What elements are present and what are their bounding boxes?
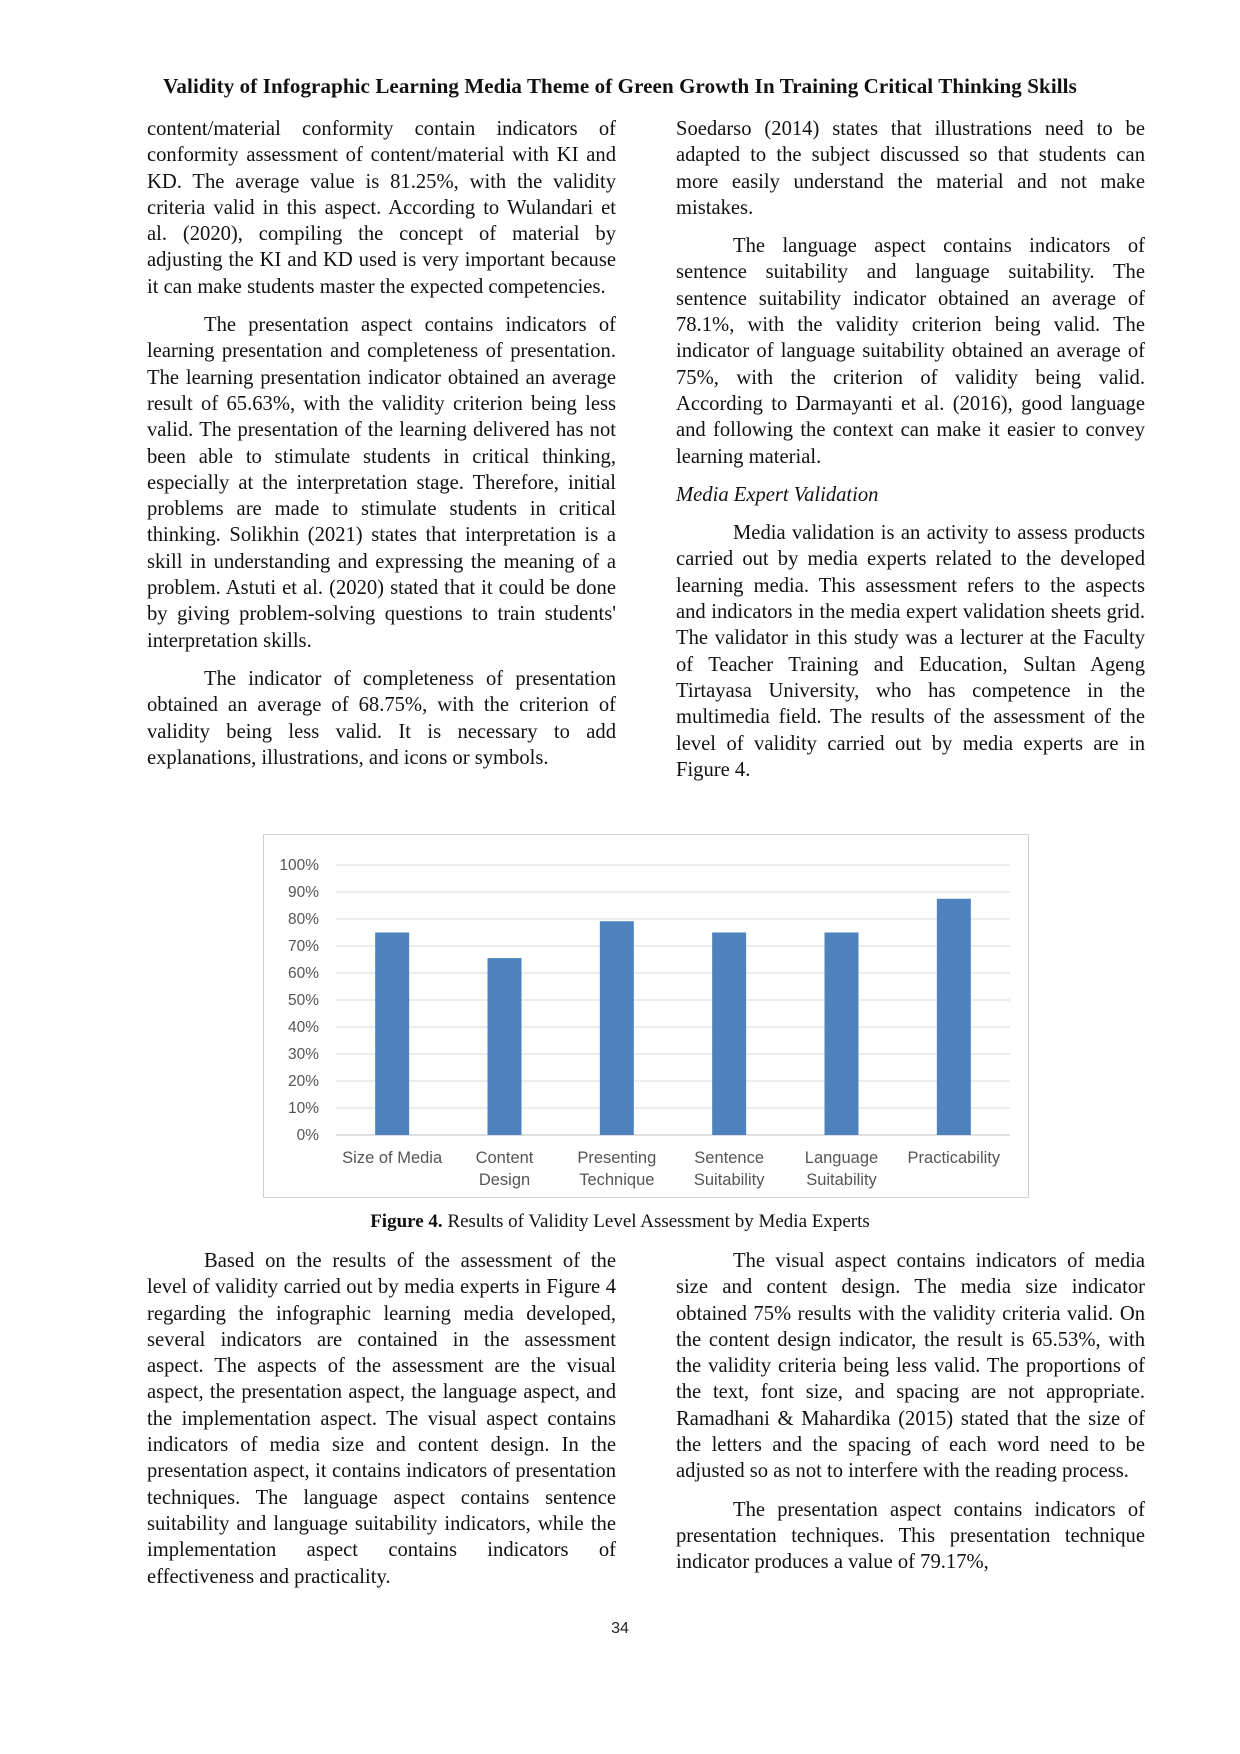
x-tick-label: Presenting <box>577 1149 657 1167</box>
x-tick-label: Practicability <box>907 1149 1001 1167</box>
y-tick-label: 100% <box>279 857 319 874</box>
y-tick-label: 0% <box>296 1127 319 1144</box>
paragraph: Media validation is an activity to assess products carried out by media experts related to the developed learning media. This assessment refers to the aspects and indicators in the media expert validation sheets grid. The validator in this study was a lecturer at the Faculty of Teacher Training and Education, Sultan Ageng Tirtayasa University, who has competence in the multimedia field. The results of the assessment of the level of validity carried out by media experts are in Figure 4. <box>676 522 1145 781</box>
paragraph: Based on the results of the assessment of the level of validity carried out by media experts in Figure 4 regarding the infographic learning media developed, several indicators are contained in the assessment aspect. The aspects of the assessment are the visual aspect, the presentation aspect, the language aspect, and the implementation aspect. The visual aspect contains indicators of media size and content design. In the presentation aspect, it contains indicators of presentation techniques. The language aspect contains sentence suitability and language suitability indicators, while the implementation aspect contains indicators of effectiveness and practicality. <box>147 1250 616 1588</box>
paragraph: The indicator of completeness of presentation obtained an average of 68.75%, with the criterion of validity being less valid. It is necessary to add explanations, illustrations, and icons or symbols. <box>147 667 616 769</box>
bar-chart <box>264 835 1028 1197</box>
x-tick-label: Sentence <box>694 1149 765 1167</box>
paragraph: content/material conformity contain indicators of conformity assessment of content/material with KI and KD. The average value is 81.25%, with the validity criteria valid in this aspect. According to Wulandari et al. (2020), compiling the concept of material by adjusting the KI and KD used is very important because it can make students master the expected competencies. <box>147 118 616 298</box>
paragraph: The presentation aspect contains indicators of learning presentation and completeness of presentation. The learning presentation indicator obtained an average result of 65.63%, with the validity criterion being less valid. The presentation of the learning delivered has not been able to stimulate students in critical thinking, especially at the interpretation stage. Therefore, initial problems are made to stimulate students in critical thinking. Solikhin (2021) states that interpretation is a skill in understanding and expressing the meaning of a problem. Astuti et al. (2020) stated that it could be done by giving problem-solving questions to train students' interpretation skills. <box>147 314 616 652</box>
y-tick-label: 60% <box>287 965 319 982</box>
paragraph: Soedarso (2014) states that illustrations need to be adapted to the subject discussed so that students can more easily understand the material and not make mistakes. <box>676 118 1145 219</box>
bar <box>937 899 971 1135</box>
column-top-right <box>676 116 1145 795</box>
x-tick-label: Technique <box>579 1171 655 1189</box>
x-tick-label: Content <box>475 1149 534 1167</box>
column-bottom-left <box>147 1248 616 1602</box>
bar <box>825 933 859 1136</box>
bar <box>712 933 746 1136</box>
y-tick-label: 20% <box>287 1073 319 1090</box>
figure-chart <box>263 834 1029 1198</box>
y-tick-label: 90% <box>287 884 319 901</box>
figure-caption <box>0 1211 1240 1233</box>
x-tick-label: Suitability <box>806 1171 877 1189</box>
paragraph: The presentation aspect contains indicators of presentation techniques. This presentation technique indicator produces a value of 79.17%, <box>676 1498 1145 1574</box>
paragraph: The language aspect contains indicators of sentence suitability and language suitability. The sentence suitability indicator obtained an average of 78.1%, with the validity criterion being valid. The indicator of language suitability obtained an average of 75%, with the criterion of validity being valid. According to Darmayanti et al. (2016), good language and following the context can make it easier to convey learning material. <box>676 235 1145 468</box>
x-tick-label: Language <box>804 1149 879 1167</box>
x-tick-label: Size of Media <box>342 1149 443 1167</box>
y-tick-label: 50% <box>287 992 319 1009</box>
bar <box>488 958 522 1135</box>
page-number: 34 <box>611 1620 629 1637</box>
y-tick-label: 40% <box>287 1019 319 1036</box>
section-subheading: Media Expert Validation <box>676 483 879 506</box>
figure-caption-label: Figure 4. <box>370 1211 443 1232</box>
bar <box>600 921 634 1135</box>
paragraph: The visual aspect contains indicators of media size and content design. The media size indicator obtained 75% results with the validity criteria valid. On the content design indicator, the result is 65.53%, with the validity criteria being less valid. The proportions of the text, font size, and spacing are not appropriate. Ramadhani & Mahardika (2015) stated that the size of the letters and the spacing of each word need to be adjusted so as not to interfere with the reading process. <box>676 1250 1145 1483</box>
y-tick-label: 30% <box>287 1046 319 1063</box>
bar <box>375 933 409 1136</box>
running-head: Validity of Infographic Learning Media Theme of Green Growth In Training Critical Thinking Skills <box>163 74 1077 98</box>
x-tick-label: Suitability <box>693 1171 765 1189</box>
figure-caption-text: Results of Validity Level Assessment by Media Experts <box>442 1211 870 1232</box>
column-top-left <box>147 116 616 783</box>
column-bottom-right <box>676 1248 1145 1588</box>
y-tick-label: 70% <box>287 938 319 955</box>
y-tick-label: 80% <box>287 911 319 928</box>
y-tick-label: 10% <box>287 1100 319 1117</box>
x-tick-label: Design <box>478 1171 531 1189</box>
